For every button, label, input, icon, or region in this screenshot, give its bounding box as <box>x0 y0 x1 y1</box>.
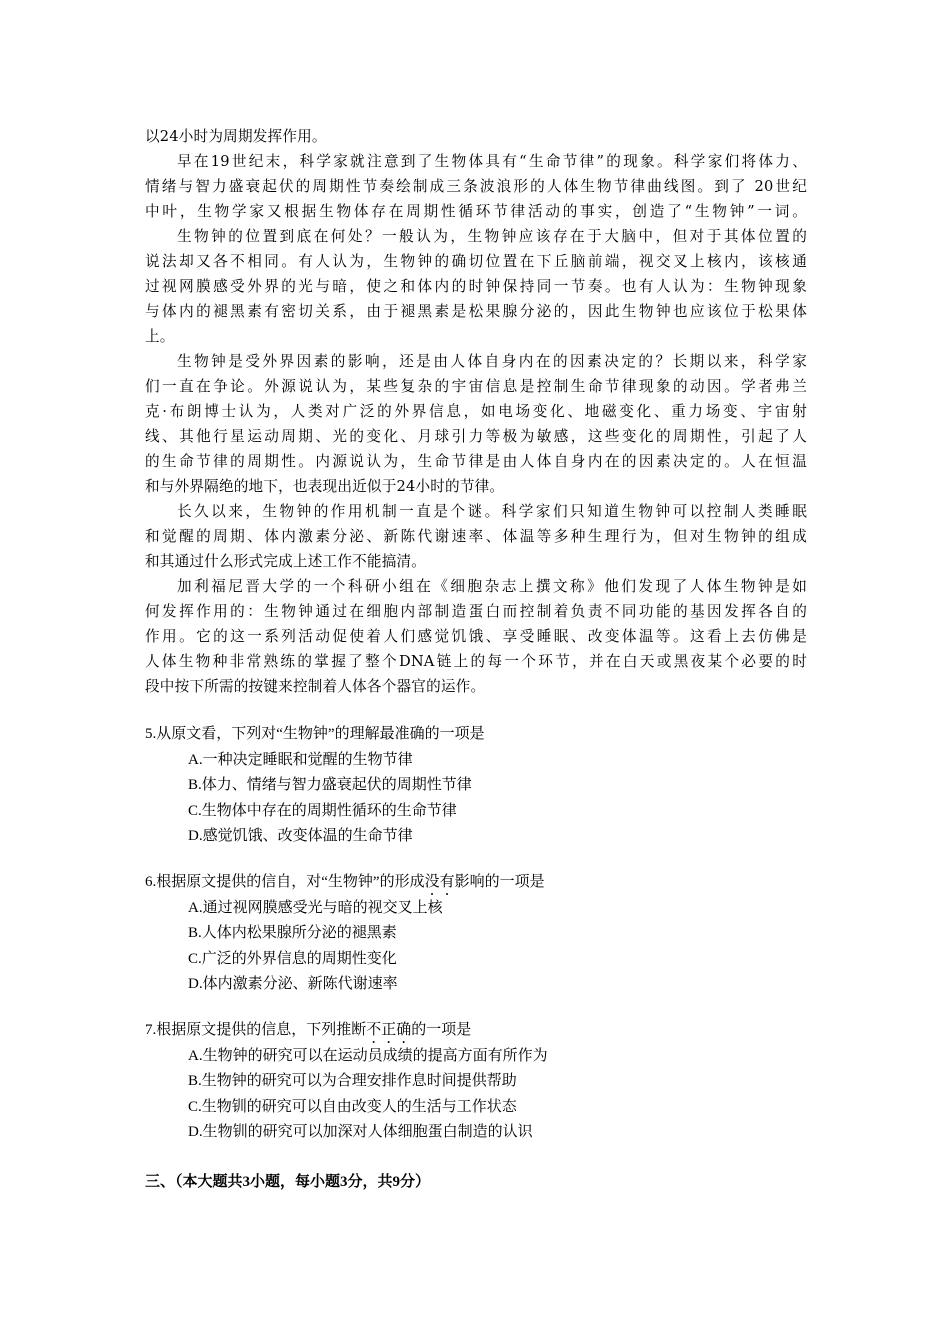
answer-option-a[interactable]: A.一种决定睡眠和觉醒的生物节律 <box>188 751 413 768</box>
answer-option-b[interactable]: B.生物钟的研究可以为合理安排作息时间提供帮助 <box>188 1073 517 1089</box>
answer-option-d[interactable]: D.感觉饥饿、改变体温的生命节律 <box>188 828 413 844</box>
passage-line: 们一直在争论。外源说认为，某些复杂的宇宙信息是控制生命节律现象的动因。学者弗兰 <box>145 378 807 395</box>
passage-line: 上。 <box>145 328 175 345</box>
passage-line: 线、其他行星运动周期、光的变化、月球引力等极为敏感，这些变化的周期性，引起了人 <box>145 428 807 445</box>
passage-line: 生物钟的位置到底在何处？一般认为，生物钟应该存在于大脑中，但对于其体位置的 <box>177 228 807 245</box>
question-stem: 5.从原文看，下列对“生物钟”的理解最准确的一项是 <box>145 726 485 742</box>
passage-line: 段中按下所需的按键来控制着人体各个器官的运作。 <box>145 678 486 695</box>
stem-text: 影响的一项是 <box>454 874 545 890</box>
answer-option-b[interactable]: B.人体内松果腺所分泌的褪黑素 <box>188 925 397 941</box>
passage-line: 以24小时为周期发挥作用。 <box>145 128 327 145</box>
question-stem <box>145 1018 805 1044</box>
passage-line: 中叶，生物学家又根据生物体存在周期性循环节律活动的事实，创造了“生物钟”一词。 <box>145 203 807 220</box>
reading-passage <box>145 124 807 699</box>
answer-option-c[interactable]: C.生物钏的研究可以自由改变人的生活与工作状态 <box>188 1098 517 1115</box>
passage-line: 和与外界隔绝的地下，也表现出近似于24小时的节律。 <box>145 478 505 495</box>
passage-line: 作用。它的这一系列活动促使着人们感觉饥饿、享受睡眠、改变体温等。这看上去仿佛是 <box>145 628 807 645</box>
stem-text: 7.根据原文提供的信息，下列推断 <box>145 1022 367 1038</box>
passage-line: 情绪与智力盛衰起伏的周期性节奏绘制成三条波浪形的人体生物节律曲线图。到了 20世纪 <box>145 178 807 195</box>
passage-line: 和觉醒的周期、体内激素分泌、新陈代谢速率、体温等多种生理行为，但对生物钟的组成 <box>145 528 807 545</box>
question-5 <box>145 722 805 850</box>
passage-line: 过视网膜感受外界的光与暗，使之和体内的时钟保持同一节奏。也有人认为：生物钟现象 <box>145 278 807 295</box>
question-6 <box>145 870 805 998</box>
question-7 <box>145 1018 805 1146</box>
passage-line: 和其通过什么形式完成上述工作不能搞清。 <box>145 553 427 570</box>
passage-line: 何发挥作用的：生物钟通过在细胞内部制造蛋白而控制着负责不同功能的基因发挥各自的 <box>145 603 807 620</box>
passage-line: 加利福尼晋大学的一个科研小组在《细胞杂志上撰文称》他们发现了人体生物钟是如 <box>177 578 807 595</box>
question-stem <box>145 870 805 896</box>
stem-text: 的一项是 <box>411 1022 472 1038</box>
passage-line: 人体生物种非常熟练的掌握了整个DNA链上的每一个环节，并在白天或黑夜某个必要的时 <box>145 653 807 670</box>
passage-line: 说法却又各不相同。有人认为，生物钟的确切位置在下丘脑前端，视交叉上核内，该核通 <box>145 253 807 270</box>
passage-line: 与体内的褪黑素有密切关系，由于褪黑素是松果腺分泌的，因此生物钟也应该位于松果体 <box>145 303 807 320</box>
passage-line: 长久以来，生物钟的作用机制一直是个谜。科学家们只知道生物钟可以控制人类睡眠 <box>177 503 807 520</box>
passage-line: 生物钟是受外界因素的影响，还是由人体自身内在的因素决定的？长期以来，科学家 <box>177 353 807 370</box>
answer-option-c[interactable]: C.广泛的外界信息的周期性变化 <box>188 950 397 967</box>
stem-emphasis: 不正确 <box>366 1022 412 1038</box>
passage-line: 克·布朗博士认为，人类对广泛的外界信息，如电场变化、地磁变化、重力场变、宇宙射 <box>145 403 807 420</box>
answer-option-d[interactable]: D.体内激素分泌、新陈代谢速率 <box>188 976 398 992</box>
passage-line: 的生命节律的周期性。内源说认为，生命节律是由人体自身内在的因素决定的。人在恒温 <box>145 453 807 470</box>
answer-option-c[interactable]: C.生物体中存在的周期性循环的生命节律 <box>188 802 457 819</box>
stem-emphasis: 没有 <box>424 874 455 890</box>
section-heading: 三、（本大题共3小题，每小题3分，共9分） <box>145 1174 431 1190</box>
stem-text: 6.根据原文提供的信自，对“生物钟”的形成 <box>145 874 425 890</box>
answer-option-b[interactable]: B.体力、情绪与智力盛衰起伏的周期性节律 <box>188 777 472 793</box>
answer-option-a[interactable]: A.生物钟的研究可以在运动员成绩的提高方面有所作为 <box>188 1047 548 1064</box>
answer-option-a[interactable]: A.通过视网膜感受光与暗的视交叉上核 <box>188 899 443 916</box>
passage-line: 早在19世纪末，科学家就注意到了生物体具有“生命节律”的现象。科学家们将体力、 <box>177 153 807 170</box>
answer-option-d[interactable]: D.生物钏的研究可以加深对人体细胞蛋白制造的认识 <box>188 1124 533 1140</box>
